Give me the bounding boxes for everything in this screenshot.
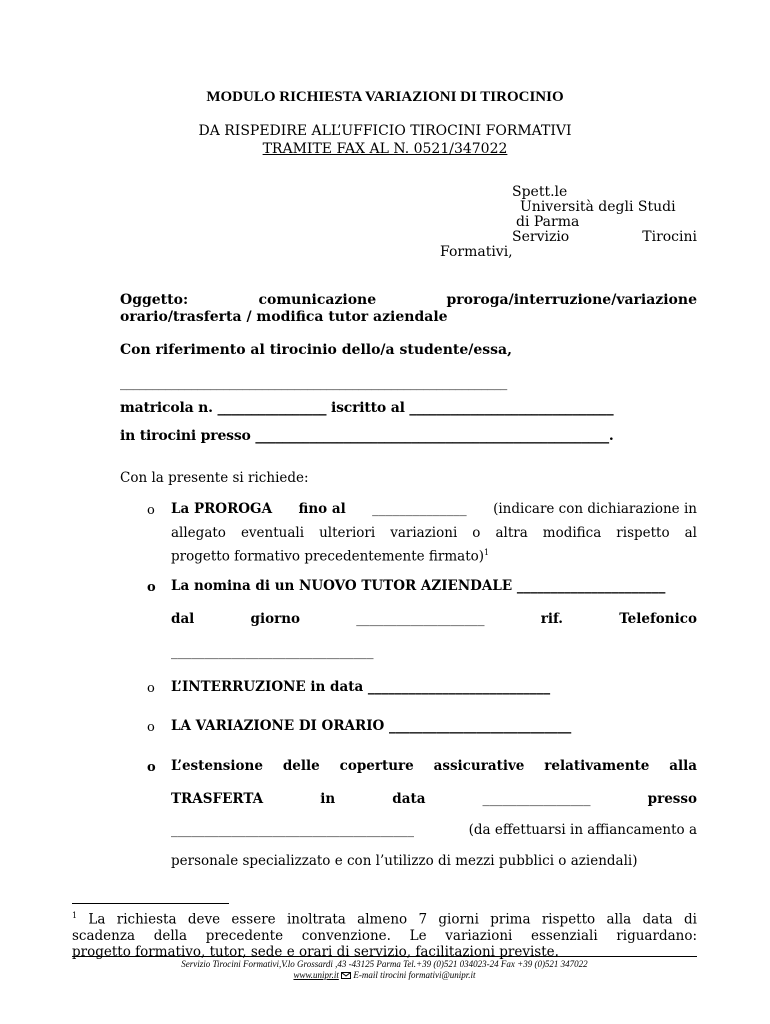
trasferta-word-5: relativamente xyxy=(544,758,650,774)
bullet-tutor: o xyxy=(147,580,156,595)
trasferta-word-data: data xyxy=(392,791,426,807)
tutor-line-1: La nomina di un NUOVO TUTOR AZIENDALE ______________________ xyxy=(171,578,666,594)
proroga-line-1 xyxy=(171,501,697,517)
footer-web-line xyxy=(72,970,697,980)
bullet-interruzione: o xyxy=(147,681,155,696)
proroga-date-field: ______________ xyxy=(372,501,467,517)
bullet-proroga: o xyxy=(147,503,155,518)
reference-text: Con riferimento al tirocinio dello/a studente/essa, xyxy=(120,342,512,358)
header-line-1: DA RISPEDIRE ALL’UFFICIO TIROCINI FORMATIVI xyxy=(198,123,572,139)
trasferta-line-3 xyxy=(171,822,697,838)
address-word-tirocini: Tirocini xyxy=(642,229,697,245)
footnote-line-1 xyxy=(72,908,697,928)
trasferta-line-2 xyxy=(171,791,697,807)
trasferta-word-6: alla xyxy=(669,758,697,774)
tutor-word-rif: rif. xyxy=(540,611,563,627)
footnote-mark: 1 xyxy=(72,911,78,920)
website-link[interactable]: www.unipr.it xyxy=(293,970,339,980)
tutor-word-telefonico: Telefonico xyxy=(619,611,697,627)
proroga-line-3 xyxy=(171,548,489,565)
fax-number-text: TRAMITE FAX AL N. 0521/347022 xyxy=(262,141,508,157)
trasferta-word-2: delle xyxy=(282,758,320,774)
trasferta-note: (da effettuarsi in affiancamento a xyxy=(468,822,697,838)
tutor-line-2 xyxy=(171,611,697,627)
trasferta-line-1 xyxy=(171,758,697,774)
subject-label: Oggetto: xyxy=(120,292,189,308)
bullet-orario: o xyxy=(147,720,155,735)
address-line-3: di Parma xyxy=(516,214,580,230)
proroga-line-2: allegato eventuali ulteriori variazioni o altra modifica rispetto al xyxy=(171,525,697,541)
request-intro: Con la presente si richiede: xyxy=(120,470,309,486)
proroga-note-start: (indicare con dichiarazione in xyxy=(493,501,697,517)
footnote-line-2: scadenza della precedente convenzione. Le variazioni essenziali riguardano: xyxy=(72,927,697,944)
trasferta-date-field: ________________ xyxy=(482,791,591,807)
trasferta-word-presso: presso xyxy=(647,791,697,807)
proroga-label: La PROROGA xyxy=(171,501,273,517)
tutor-phone-field: ______________________________ xyxy=(171,644,374,660)
subject-word-comunicazione: comunicazione xyxy=(258,292,377,308)
proroga-line-3-text: progetto formativo precedentemente firmato) xyxy=(171,548,485,565)
envelope-icon xyxy=(341,972,351,979)
trasferta-place-field: ____________________________________ xyxy=(171,822,414,838)
tutor-date-field: ___________________ xyxy=(356,611,485,627)
proroga-until: fino al xyxy=(298,501,346,517)
subject-word-proroga: proroga/interruzione/variazione xyxy=(446,292,697,308)
tutor-word-giorno: giorno xyxy=(250,611,301,627)
trasferta-word-3: coperture xyxy=(339,758,414,774)
trasferta-label: TRASFERTA xyxy=(171,791,264,807)
footnote-line-1-text: La richiesta deve essere inoltrata almeno 7 giorni prima rispetto alla data di xyxy=(88,911,697,928)
trasferta-line-4: personale specializzato e con l’utilizzo di mezzi pubblici o aziendali) xyxy=(171,853,638,869)
student-name-line: ____________________________________________________________ xyxy=(120,375,508,391)
footnote xyxy=(72,908,697,960)
footer-contact-line: Servizio Tirocini Formativi,V.lo Grossardi ,43 -43125 Parma Tel.+39 (0)521 034023-24 Fax +39 (0)521 347022 xyxy=(181,959,588,969)
trasferta-word-in: in xyxy=(320,791,336,807)
footnote-separator xyxy=(72,903,229,904)
footnote-reference: 1 xyxy=(484,548,490,557)
footnote-line-3: progetto formativo, tutor, sede e orari di servizio, facilitazioni previste. xyxy=(72,943,559,960)
address-line-4 xyxy=(512,230,697,245)
orario-line: LA VARIAZIONE DI ORARIO ___________________________ xyxy=(171,718,572,734)
address-word-servizio: Servizio xyxy=(512,229,570,245)
tutor-word-dal: dal xyxy=(171,611,195,627)
document-title: MODULO RICHIESTA VARIAZIONI DI TIROCINIO xyxy=(206,89,564,105)
bullet-trasferta: o xyxy=(147,760,156,775)
address-line-5: Formativi, xyxy=(440,244,513,260)
matricola-line: matricola n. ________________ iscritto al ______________________________ xyxy=(120,400,614,416)
subject-line-1 xyxy=(120,292,697,308)
company-line: in tirocini presso ____________________________________________________. xyxy=(120,428,614,444)
subject-line-2: orario/trasferta / modifica tutor aziendale xyxy=(120,309,448,325)
trasferta-word-1: L’estensione xyxy=(171,758,263,774)
address-line-1: Spett.le xyxy=(512,184,568,200)
email-text: E-mail tirocini formativi@unipr.it xyxy=(353,970,476,980)
fax-line xyxy=(0,141,770,157)
trasferta-word-4: assicurative xyxy=(433,758,525,774)
interruzione-line: L’INTERRUZIONE in data ___________________________ xyxy=(171,679,551,695)
address-line-2: Università degli Studi xyxy=(520,199,676,215)
footer-rule xyxy=(72,956,697,957)
